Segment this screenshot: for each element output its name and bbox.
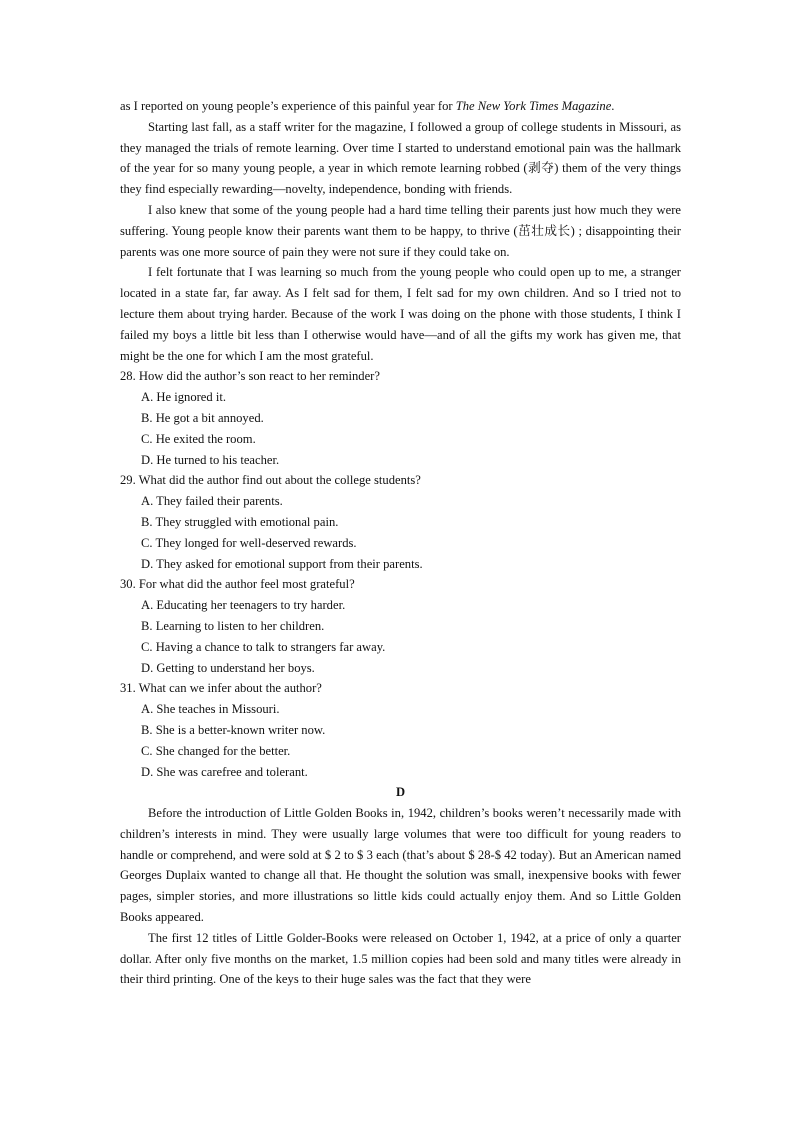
continuation-prefix: as I reported on young people’s experience of this painful year for	[120, 99, 456, 113]
answer-option: B. Learning to listen to her children.	[141, 618, 325, 633]
passage-c-paragraph: Starting last fall, as a staff writer for the magazine, I followed a group of college students in Missouri, as they managed the trials of remote learning. Over time I started to understand emotional pain was the hallmark of the year for so many young people, a year in which remote learning robbed (剥夺) them of the very things they find especially rewarding—novelty, independence, bonding with friends.	[120, 119, 681, 197]
answer-option: A. She teaches in Missouri.	[141, 702, 280, 717]
passage-c-paragraph: I also knew that some of the young people had a hard time telling their parents just how much they were suffering. Young people know their parents want them to be happy, to thrive (茁壮成长) ; disappointing their parents was one more source of pain they were not sure if they could take on.	[120, 202, 681, 259]
passage-c-continuation-line	[120, 96, 681, 117]
answer-options	[120, 491, 681, 574]
answer-option: C. He exited the room.	[141, 431, 256, 446]
passage-d-paragraph: The first 12 titles of Little Golder-Books were released on October 1, 1942, at a price of only a quarter dollar. After only five months on the market, 1.5 million copies had been sold and many titles were already in their third printing. One of the keys to their huge sales was the fact that they were	[120, 930, 681, 987]
answer-option: D. Getting to understand her boys.	[141, 660, 315, 675]
question-stem: 31. What can we infer about the author?	[120, 681, 322, 696]
question-stem: 28. How did the author’s son react to her reminder?	[120, 369, 380, 384]
question-stem: 29. What did the author find out about the college students?	[120, 473, 421, 488]
question-stem: 30. For what did the author feel most grateful?	[120, 577, 355, 592]
answer-options	[120, 595, 681, 678]
answer-option: D. He turned to his teacher.	[141, 452, 280, 467]
answer-option: D. They asked for emotional support from their parents.	[141, 556, 423, 571]
passage-d-paragraph: Before the introduction of Little Golden Books in, 1942, children’s books weren’t necessarily made with children’s interests in mind. They were usually large volumes that were too difficult for young readers to handle or comprehend, and were sold at $ 2 to $ 3 each (that’s about $ 28-$ 42 today). But an American named Georges Duplaix wanted to change all that. He thought the solution was small, inexpensive books with fewer pages, simpler stories, and more illustrations so little kids could actually enjoy them. And so Little Golden Books appeared.	[120, 806, 681, 925]
magazine-title: The New York Times Magazine	[455, 99, 612, 113]
question-30	[120, 574, 681, 678]
answer-option: C. They longed for well-deserved rewards.	[141, 535, 357, 550]
passage-c-paragraph: I felt fortunate that I was learning so much from the young people who could open up to me, a stranger located in a state far, far away. As I felt sad for them, I felt sad for my own children. And so I tried not to lecture them about trying harder. Because of the work I was doing on the phone with those students, I think I failed my boys a little bit less than I otherwise would have—and of all the gifts my work has given me, that might be the one for which I am the most grateful.	[120, 265, 681, 363]
question-31	[120, 678, 681, 782]
answer-option: B. She is a better-known writer now.	[141, 722, 326, 737]
answer-option: C. She changed for the better.	[141, 743, 291, 758]
answer-options	[120, 699, 681, 782]
answer-option: D. She was carefree and tolerant.	[141, 764, 308, 779]
continuation-suffix: .	[611, 99, 615, 113]
answer-option: A. Educating her teenagers to try harder.	[141, 598, 346, 613]
answer-option: B. He got a bit annoyed.	[141, 410, 264, 425]
question-29	[120, 470, 681, 574]
answer-option: B. They struggled with emotional pain.	[141, 514, 339, 529]
question-28	[120, 366, 681, 470]
answer-options	[120, 387, 681, 470]
section-d-heading: D	[395, 785, 406, 800]
answer-option: A. He ignored it.	[141, 390, 226, 405]
answer-option: C. Having a chance to talk to strangers far away.	[141, 639, 386, 654]
exam-page	[120, 96, 681, 990]
answer-option: A. They failed their parents.	[141, 494, 283, 509]
